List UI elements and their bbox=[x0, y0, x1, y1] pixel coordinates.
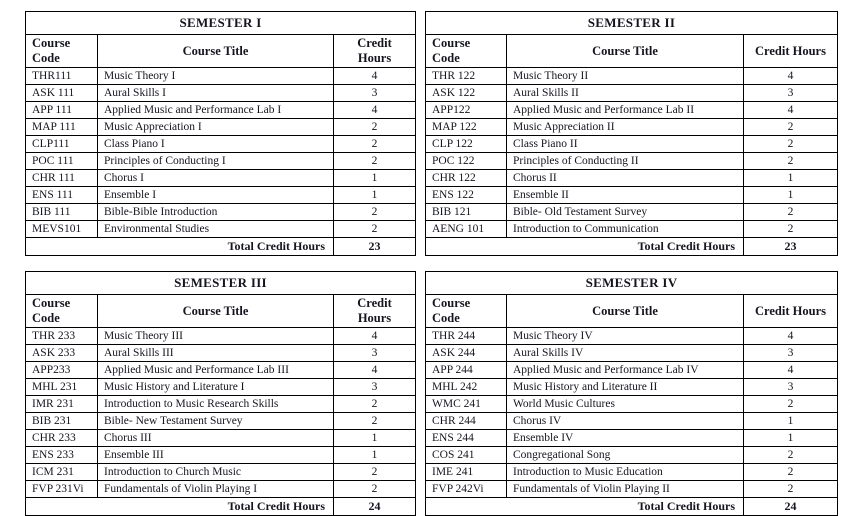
course-title-cell: World Music Cultures bbox=[507, 396, 744, 413]
semester-4-table-container bbox=[425, 271, 837, 516]
course-code-header: Course Code bbox=[426, 35, 507, 68]
course-row bbox=[426, 153, 838, 170]
total-credit-hours-value: 24 bbox=[744, 498, 838, 516]
course-title-cell: Fundamentals of Violin Playing II bbox=[507, 481, 744, 498]
credit-hours-cell: 4 bbox=[744, 68, 838, 85]
course-code-cell: ENS 111 bbox=[26, 187, 98, 204]
total-credit-hours-label: Total Credit Hours bbox=[426, 238, 744, 256]
course-row bbox=[426, 362, 838, 379]
credit-hours-header: Credit Hours bbox=[334, 35, 416, 68]
course-row bbox=[26, 187, 416, 204]
semester-title: SEMESTER II bbox=[426, 12, 838, 35]
semester-title-row bbox=[26, 12, 416, 35]
course-row bbox=[426, 464, 838, 481]
column-header-row bbox=[426, 295, 838, 328]
course-title-cell: Chorus IV bbox=[507, 413, 744, 430]
course-code-cell: CHR 233 bbox=[26, 430, 98, 447]
course-row bbox=[26, 345, 416, 362]
total-row bbox=[26, 238, 416, 256]
course-row bbox=[426, 345, 838, 362]
credit-hours-cell: 1 bbox=[334, 187, 416, 204]
course-code-cell: CLP 122 bbox=[426, 136, 507, 153]
course-code-cell: APP233 bbox=[26, 362, 98, 379]
course-title-cell: Fundamentals of Violin Playing I bbox=[98, 481, 334, 498]
course-title-cell: Introduction to Church Music bbox=[98, 464, 334, 481]
course-code-cell: CHR 244 bbox=[426, 413, 507, 430]
course-code-cell: BIB 111 bbox=[26, 204, 98, 221]
column-header-row bbox=[26, 295, 416, 328]
course-code-cell: MAP 111 bbox=[26, 119, 98, 136]
credit-hours-cell: 4 bbox=[334, 68, 416, 85]
total-credit-hours-label: Total Credit Hours bbox=[26, 498, 334, 516]
course-row bbox=[26, 85, 416, 102]
course-title-cell: Chorus III bbox=[98, 430, 334, 447]
course-code-cell: CHR 122 bbox=[426, 170, 507, 187]
credit-hours-cell: 4 bbox=[334, 362, 416, 379]
course-title-header: Course Title bbox=[98, 35, 334, 68]
credit-hours-cell: 2 bbox=[334, 481, 416, 498]
course-row bbox=[26, 447, 416, 464]
course-row bbox=[26, 153, 416, 170]
course-title-cell: Class Piano I bbox=[98, 136, 334, 153]
course-title-cell: Congregational Song bbox=[507, 447, 744, 464]
course-row bbox=[426, 136, 838, 153]
course-row bbox=[26, 464, 416, 481]
credit-hours-cell: 2 bbox=[334, 153, 416, 170]
course-title-cell: Chorus I bbox=[98, 170, 334, 187]
course-row bbox=[26, 362, 416, 379]
course-title-header: Course Title bbox=[507, 35, 744, 68]
course-title-cell: Principles of Conducting I bbox=[98, 153, 334, 170]
course-title-cell: Class Piano II bbox=[507, 136, 744, 153]
course-row bbox=[426, 68, 838, 85]
course-code-cell: BIB 231 bbox=[26, 413, 98, 430]
credit-hours-cell: 2 bbox=[334, 136, 416, 153]
course-row bbox=[26, 379, 416, 396]
credit-hours-cell: 1 bbox=[744, 187, 838, 204]
course-row bbox=[26, 413, 416, 430]
credit-hours-cell: 2 bbox=[334, 221, 416, 238]
course-code-cell: ENS 122 bbox=[426, 187, 507, 204]
course-code-cell: ASK 111 bbox=[26, 85, 98, 102]
course-code-cell: IME 241 bbox=[426, 464, 507, 481]
course-row bbox=[426, 328, 838, 345]
course-row bbox=[26, 68, 416, 85]
total-row bbox=[426, 498, 838, 516]
course-code-cell: MHL 231 bbox=[26, 379, 98, 396]
course-code-cell: CLP111 bbox=[26, 136, 98, 153]
semester-3-table-container bbox=[25, 271, 416, 516]
course-title-cell: Aural Skills III bbox=[98, 345, 334, 362]
semester-title: SEMESTER III bbox=[26, 272, 416, 295]
course-title-cell: Introduction to Music Education bbox=[507, 464, 744, 481]
credit-hours-cell: 2 bbox=[744, 396, 838, 413]
course-row bbox=[26, 430, 416, 447]
course-row bbox=[426, 102, 838, 119]
credit-hours-cell: 1 bbox=[334, 430, 416, 447]
course-row bbox=[426, 413, 838, 430]
credit-hours-cell: 2 bbox=[744, 221, 838, 238]
semester-title-row bbox=[426, 12, 838, 35]
course-row bbox=[26, 136, 416, 153]
course-title-cell: Bible-Bible Introduction bbox=[98, 204, 334, 221]
credit-hours-cell: 1 bbox=[334, 447, 416, 464]
course-code-cell: AENG 101 bbox=[426, 221, 507, 238]
course-code-cell: POC 111 bbox=[26, 153, 98, 170]
credit-hours-cell: 2 bbox=[334, 396, 416, 413]
course-row bbox=[26, 221, 416, 238]
course-code-header: Course Code bbox=[26, 35, 98, 68]
credit-hours-cell: 1 bbox=[744, 413, 838, 430]
course-title-cell: Music Theory III bbox=[98, 328, 334, 345]
course-row bbox=[26, 102, 416, 119]
total-credit-hours-value: 24 bbox=[334, 498, 416, 516]
semester-tables-grid bbox=[25, 11, 837, 516]
credit-hours-cell: 2 bbox=[334, 464, 416, 481]
semester-1-table-container bbox=[25, 11, 416, 256]
semester-table bbox=[25, 271, 416, 516]
course-row bbox=[426, 396, 838, 413]
total-credit-hours-label: Total Credit Hours bbox=[26, 238, 334, 256]
course-code-cell: MHL 242 bbox=[426, 379, 507, 396]
column-header-row bbox=[26, 35, 416, 68]
course-code-cell: FVP 242Vi bbox=[426, 481, 507, 498]
course-code-cell: COS 241 bbox=[426, 447, 507, 464]
credit-hours-cell: 1 bbox=[334, 170, 416, 187]
semester-table bbox=[425, 11, 838, 256]
total-row bbox=[26, 498, 416, 516]
credit-hours-cell: 1 bbox=[744, 170, 838, 187]
course-code-cell: ASK 122 bbox=[426, 85, 507, 102]
total-credit-hours-label: Total Credit Hours bbox=[426, 498, 744, 516]
credit-hours-cell: 2 bbox=[334, 204, 416, 221]
credit-hours-cell: 2 bbox=[744, 204, 838, 221]
course-title-cell: Principles of Conducting II bbox=[507, 153, 744, 170]
course-title-cell: Ensemble II bbox=[507, 187, 744, 204]
course-title-cell: Music Theory II bbox=[507, 68, 744, 85]
course-row bbox=[426, 481, 838, 498]
course-code-cell: MEVS101 bbox=[26, 221, 98, 238]
credit-hours-cell: 4 bbox=[334, 102, 416, 119]
credit-hours-cell: 2 bbox=[744, 153, 838, 170]
course-row bbox=[426, 447, 838, 464]
credit-hours-cell: 4 bbox=[334, 328, 416, 345]
course-code-cell: ENS 233 bbox=[26, 447, 98, 464]
course-code-cell: BIB 121 bbox=[426, 204, 507, 221]
credit-hours-cell: 2 bbox=[334, 119, 416, 136]
total-row bbox=[426, 238, 838, 256]
course-title-cell: Chorus II bbox=[507, 170, 744, 187]
course-title-cell: Music Appreciation I bbox=[98, 119, 334, 136]
credit-hours-cell: 3 bbox=[744, 379, 838, 396]
course-row bbox=[426, 204, 838, 221]
semester-title: SEMESTER I bbox=[26, 12, 416, 35]
course-code-cell: FVP 231Vi bbox=[26, 481, 98, 498]
credit-hours-cell: 3 bbox=[334, 379, 416, 396]
course-code-cell: APP 244 bbox=[426, 362, 507, 379]
course-title-cell: Music Theory I bbox=[98, 68, 334, 85]
course-title-cell: Introduction to Communication bbox=[507, 221, 744, 238]
course-title-cell: Ensemble IV bbox=[507, 430, 744, 447]
total-credit-hours-value: 23 bbox=[744, 238, 838, 256]
course-code-header: Course Code bbox=[426, 295, 507, 328]
course-row bbox=[26, 119, 416, 136]
course-code-cell: APP122 bbox=[426, 102, 507, 119]
course-code-cell: ICM 231 bbox=[26, 464, 98, 481]
course-row bbox=[426, 430, 838, 447]
semester-table bbox=[25, 11, 416, 256]
course-code-cell: ASK 244 bbox=[426, 345, 507, 362]
course-title-cell: Aural Skills IV bbox=[507, 345, 744, 362]
course-title-cell: Aural Skills II bbox=[507, 85, 744, 102]
course-title-cell: Applied Music and Performance Lab IV bbox=[507, 362, 744, 379]
course-title-cell: Ensemble I bbox=[98, 187, 334, 204]
credit-hours-cell: 3 bbox=[744, 85, 838, 102]
course-row bbox=[26, 328, 416, 345]
course-title-cell: Music History and Literature I bbox=[98, 379, 334, 396]
credit-hours-cell: 2 bbox=[744, 481, 838, 498]
course-row bbox=[426, 221, 838, 238]
course-title-cell: Music Theory IV bbox=[507, 328, 744, 345]
course-code-cell: ASK 233 bbox=[26, 345, 98, 362]
credit-hours-cell: 2 bbox=[744, 447, 838, 464]
credit-hours-cell: 2 bbox=[744, 464, 838, 481]
course-code-cell: CHR 111 bbox=[26, 170, 98, 187]
course-code-cell: POC 122 bbox=[426, 153, 507, 170]
credit-hours-header: Credit Hours bbox=[334, 295, 416, 328]
course-title-cell: Applied Music and Performance Lab III bbox=[98, 362, 334, 379]
course-code-cell: IMR 231 bbox=[26, 396, 98, 413]
semester-2-table-container bbox=[425, 11, 837, 256]
course-title-cell: Ensemble III bbox=[98, 447, 334, 464]
course-code-cell: MAP 122 bbox=[426, 119, 507, 136]
credit-hours-cell: 3 bbox=[334, 85, 416, 102]
course-row bbox=[26, 481, 416, 498]
course-title-cell: Applied Music and Performance Lab II bbox=[507, 102, 744, 119]
course-title-header: Course Title bbox=[507, 295, 744, 328]
course-code-cell: APP 111 bbox=[26, 102, 98, 119]
course-row bbox=[426, 85, 838, 102]
semester-table bbox=[425, 271, 838, 516]
course-row bbox=[426, 119, 838, 136]
course-row bbox=[426, 187, 838, 204]
credit-hours-cell: 2 bbox=[744, 119, 838, 136]
course-row bbox=[426, 379, 838, 396]
course-row bbox=[26, 204, 416, 221]
course-row bbox=[26, 396, 416, 413]
semester-title-row bbox=[426, 272, 838, 295]
course-code-cell: WMC 241 bbox=[426, 396, 507, 413]
course-title-header: Course Title bbox=[98, 295, 334, 328]
course-title-cell: Aural Skills I bbox=[98, 85, 334, 102]
column-header-row bbox=[426, 35, 838, 68]
credit-hours-cell: 4 bbox=[744, 102, 838, 119]
course-code-cell: ENS 244 bbox=[426, 430, 507, 447]
course-title-cell: Bible- Old Testament Survey bbox=[507, 204, 744, 221]
credit-hours-cell: 3 bbox=[334, 345, 416, 362]
course-title-cell: Introduction to Music Research Skills bbox=[98, 396, 334, 413]
course-title-cell: Environmental Studies bbox=[98, 221, 334, 238]
course-title-cell: Bible- New Testament Survey bbox=[98, 413, 334, 430]
semester-title-row bbox=[26, 272, 416, 295]
credit-hours-header: Credit Hours bbox=[744, 35, 838, 68]
course-row bbox=[26, 170, 416, 187]
course-code-cell: THR 122 bbox=[426, 68, 507, 85]
course-title-cell: Music Appreciation II bbox=[507, 119, 744, 136]
credit-hours-cell: 2 bbox=[744, 136, 838, 153]
total-credit-hours-value: 23 bbox=[334, 238, 416, 256]
credit-hours-cell: 2 bbox=[334, 413, 416, 430]
credit-hours-cell: 1 bbox=[744, 430, 838, 447]
credit-hours-cell: 4 bbox=[744, 362, 838, 379]
course-title-cell: Applied Music and Performance Lab I bbox=[98, 102, 334, 119]
semester-title: SEMESTER IV bbox=[426, 272, 838, 295]
course-row bbox=[426, 170, 838, 187]
course-code-header: Course Code bbox=[26, 295, 98, 328]
course-code-cell: THR 233 bbox=[26, 328, 98, 345]
credit-hours-cell: 4 bbox=[744, 328, 838, 345]
course-title-cell: Music History and Literature II bbox=[507, 379, 744, 396]
course-code-cell: THR 244 bbox=[426, 328, 507, 345]
course-code-cell: THR111 bbox=[26, 68, 98, 85]
credit-hours-cell: 3 bbox=[744, 345, 838, 362]
credit-hours-header: Credit Hours bbox=[744, 295, 838, 328]
